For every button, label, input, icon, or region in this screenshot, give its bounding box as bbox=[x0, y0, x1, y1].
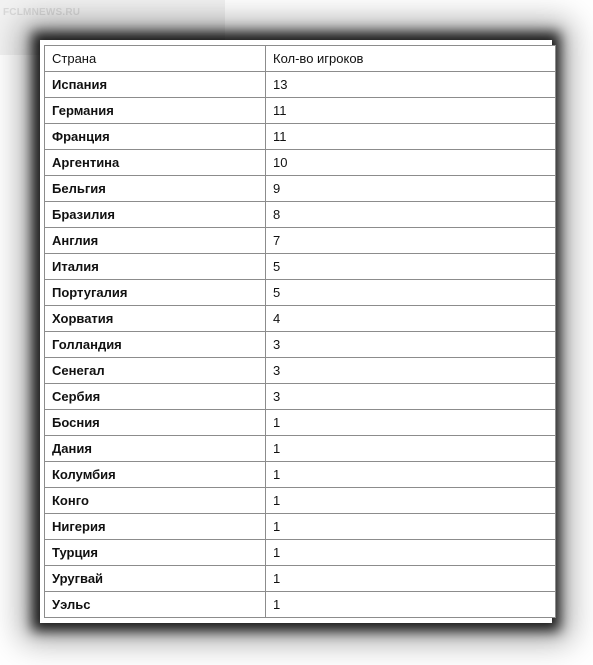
table-row bbox=[45, 306, 556, 332]
table-row bbox=[45, 254, 556, 280]
country-cell: Германия bbox=[45, 98, 266, 124]
player-count-cell: 9 bbox=[266, 176, 556, 202]
player-count-cell: 8 bbox=[266, 202, 556, 228]
player-count-cell: 11 bbox=[266, 124, 556, 150]
table-row bbox=[45, 540, 556, 566]
player-count-cell: 5 bbox=[266, 254, 556, 280]
player-count-cell: 11 bbox=[266, 98, 556, 124]
header-country: Страна bbox=[45, 46, 266, 72]
watermark: FCLMNEWS.RU bbox=[3, 7, 81, 18]
table-row bbox=[45, 98, 556, 124]
table-row bbox=[45, 488, 556, 514]
player-count-cell: 1 bbox=[266, 410, 556, 436]
country-cell: Хорватия bbox=[45, 306, 266, 332]
table-header-row bbox=[45, 46, 556, 72]
player-count-cell: 5 bbox=[266, 280, 556, 306]
player-count-cell: 1 bbox=[266, 514, 556, 540]
player-count-cell: 1 bbox=[266, 540, 556, 566]
country-cell: Бразилия bbox=[45, 202, 266, 228]
table-row bbox=[45, 566, 556, 592]
country-cell: Испания bbox=[45, 72, 266, 98]
country-cell: Уругвай bbox=[45, 566, 266, 592]
player-count-cell: 3 bbox=[266, 384, 556, 410]
country-cell: Турция bbox=[45, 540, 266, 566]
country-cell: Босния bbox=[45, 410, 266, 436]
player-count-cell: 1 bbox=[266, 462, 556, 488]
table-row bbox=[45, 202, 556, 228]
player-count-cell: 10 bbox=[266, 150, 556, 176]
country-cell: Аргентина bbox=[45, 150, 266, 176]
country-cell: Сербия bbox=[45, 384, 266, 410]
player-count-cell: 1 bbox=[266, 566, 556, 592]
country-cell: Португалия bbox=[45, 280, 266, 306]
player-count-cell: 3 bbox=[266, 358, 556, 384]
player-count-cell: 1 bbox=[266, 436, 556, 462]
country-cell: Италия bbox=[45, 254, 266, 280]
table-row bbox=[45, 436, 556, 462]
player-count-cell: 4 bbox=[266, 306, 556, 332]
country-cell: Голландия bbox=[45, 332, 266, 358]
table-row bbox=[45, 280, 556, 306]
country-cell: Колумбия bbox=[45, 462, 266, 488]
table-row bbox=[45, 514, 556, 540]
player-count-cell: 1 bbox=[266, 592, 556, 618]
country-cell: Англия bbox=[45, 228, 266, 254]
table-row bbox=[45, 150, 556, 176]
country-cell: Дания bbox=[45, 436, 266, 462]
country-cell: Франция bbox=[45, 124, 266, 150]
table-row bbox=[45, 358, 556, 384]
table-row bbox=[45, 384, 556, 410]
table-row bbox=[45, 592, 556, 618]
players-by-country-table bbox=[44, 45, 556, 618]
table-row bbox=[45, 410, 556, 436]
country-cell: Нигерия bbox=[45, 514, 266, 540]
player-count-cell: 3 bbox=[266, 332, 556, 358]
table-row bbox=[45, 228, 556, 254]
table-body bbox=[45, 46, 556, 618]
header-player-count: Кол-во игроков bbox=[266, 46, 556, 72]
country-cell: Бельгия bbox=[45, 176, 266, 202]
table-row bbox=[45, 462, 556, 488]
table-row bbox=[45, 176, 556, 202]
country-cell: Конго bbox=[45, 488, 266, 514]
table-row bbox=[45, 332, 556, 358]
player-count-cell: 13 bbox=[266, 72, 556, 98]
country-cell: Уэльс bbox=[45, 592, 266, 618]
player-count-cell: 1 bbox=[266, 488, 556, 514]
table-row bbox=[45, 72, 556, 98]
player-count-cell: 7 bbox=[266, 228, 556, 254]
country-cell: Сенегал bbox=[45, 358, 266, 384]
table-row bbox=[45, 124, 556, 150]
